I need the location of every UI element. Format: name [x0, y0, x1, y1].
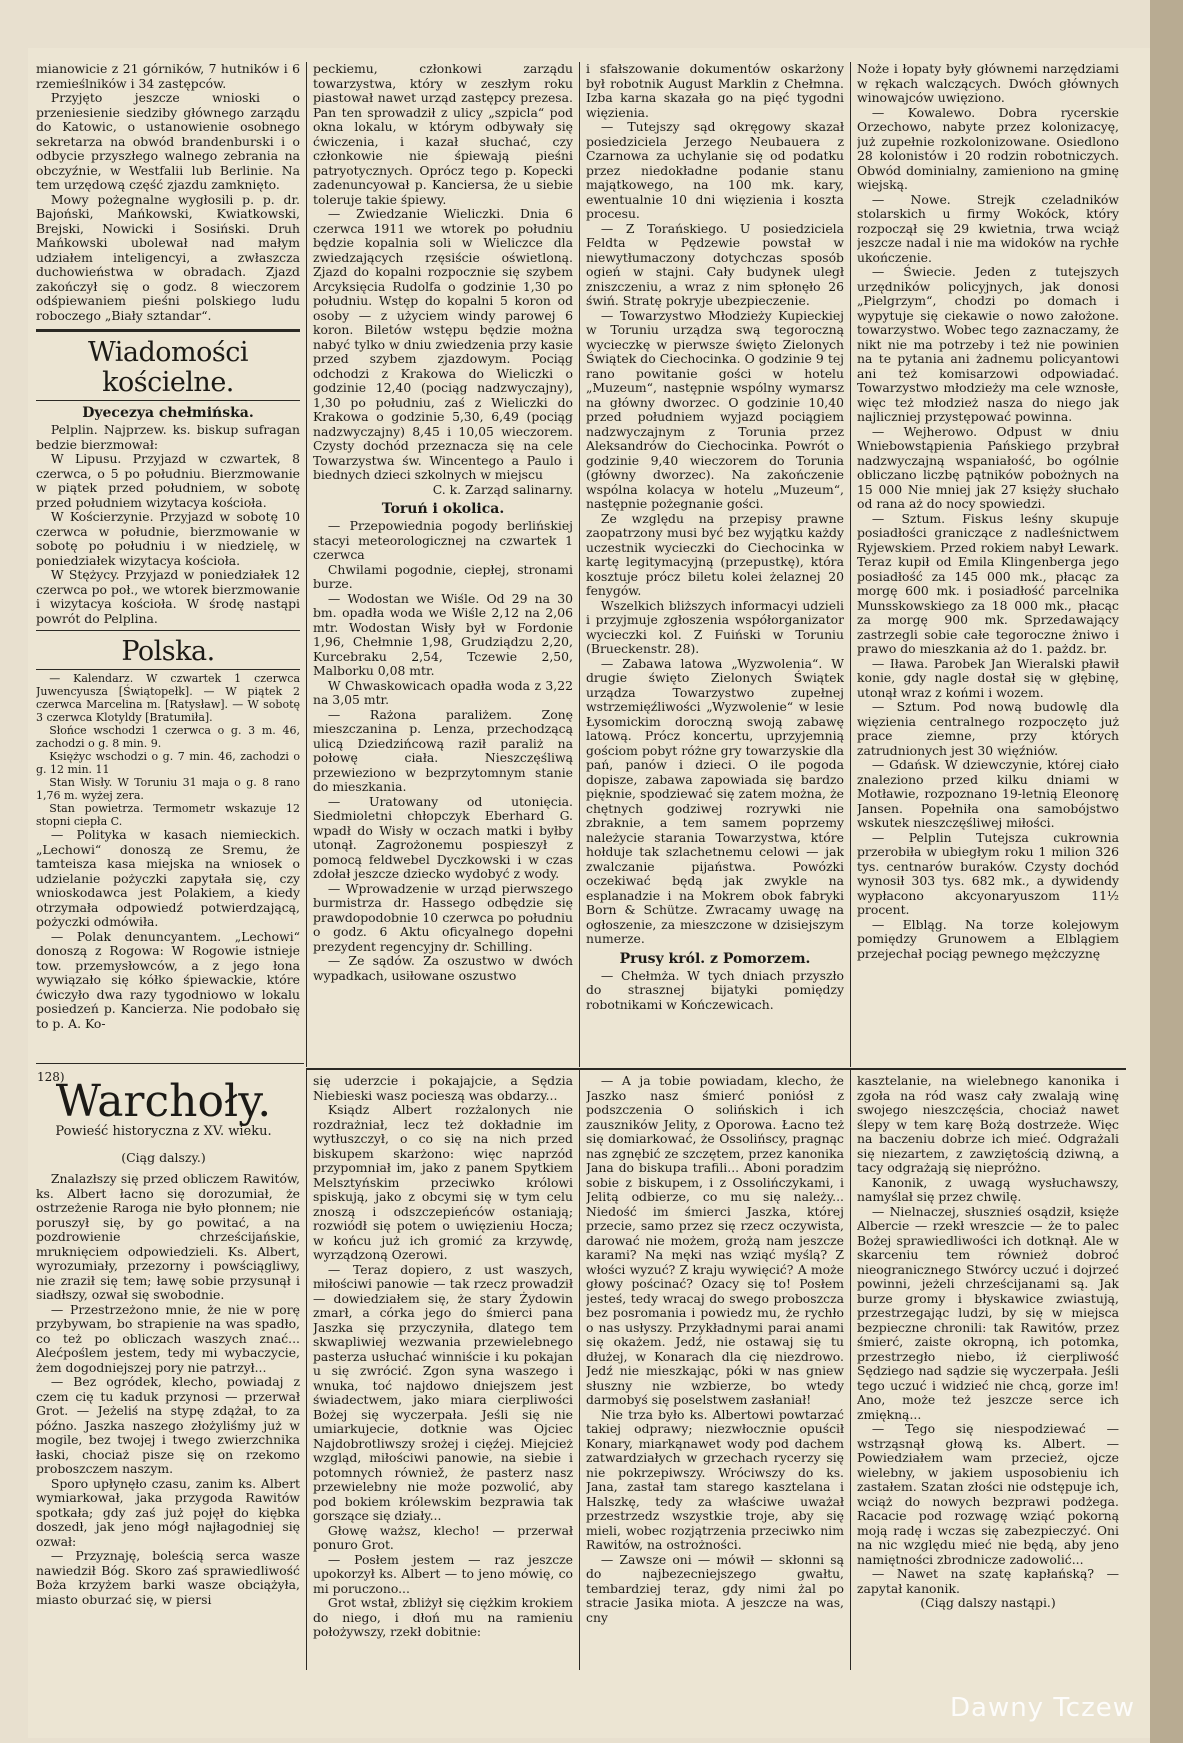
article-paragraph: — Sztum. Fiskus leśny skupuje posiadłości graniczące z nadleśnictwem Ryjewskiem. Przed rokiem nabył Lewark. Teraz kupił od Emila Klingenberga jego posiadłość za 145 000 mk., płacąc za morgę 600 mk. i posiadłość parcelnika Munsskowskiego za 18 000 mk., płacąc za morgę 900 mk. Sprzedawający zastrzegli sobie całe tegoroczne żniwo i prawo do mieszkania aż do 1. pażdz. br. [857, 510, 1119, 656]
serial-paragraph: — Tego się niespodziewać — wstrząsnął głową ks. Albert. — Powiedziałem wam przecież, ojcze wielebny, w jakiem usposobieniu ich zastałem. Szatan złości nie odstępuje ich, wciąż do nowych bezprawi podżega. Racacie pod rozwagę wziąć pokorną moją radę i wczas się zabezpieczyć. Oni na nic względu mieć nie będą, aby jeno namiętności zbrodnicze zadowolić... [857, 1421, 1119, 1567]
subheading-diocese: Dyecezya chełmińska. [82, 405, 254, 421]
article-paragraph: — Przepowiednia pogody berlińskiej stacyi meteorologicznej na czwartek 1 czerwca [313, 518, 573, 562]
serial-continued: (Ciąg dalszy.) [121, 1150, 206, 1165]
serial-paragraph: — Nielnaczej, słusznieś osądził, księże Albercie — rzekł wreszcie — że to palec Bożej sprawiedliwości ich dotknął. Ale w skarceniu tem również dobroć nieogranicznego Stwórcy uczuć i dojrzeć powinni, jeżeli chrześcijanami są. Jak burze gromy i błyskawice zwiastują, przestrzegając ludzi, by się w miejsca bezpieczne chronili: tak Rawitów, przez śmierć, zaiste okropną, ich potomka, przestrzegło niebo, iż cierpliwość Sędziego nad sądzie się wyczerpała. Jeśli tego uczuć i widzieć nie chcą, gorze im! Ano, może też jeszcze serce ich zmiękną... [857, 1203, 1119, 1422]
article-paragraph: Chwilami pogodnie, ciepłej, stronami burze. [313, 561, 573, 591]
article-paragraph: — Uratowany od utonięcia. Siedmioletni chłopczyk Eberhard G. wpadł do Wisły w oczach matki i byłby utonął. Zagrożonemu pospieszył z pomocą feldwebel Dyczkowski i w czas zdołał jeszcze dziecko wydobyć z wody. [313, 793, 573, 881]
serial-paragraph: — Zawsze oni — mówił — skłonni są do najbezecniejszego gwałtu, tembardziej teraz, gdy nimi żal po stracie Jasika miota. A jeszcze na was, cny [586, 1551, 844, 1625]
article-paragraph: — Gdańsk. W dziewczynie, której ciało znaleziono przed kilku dniami w Motławie, rozpoznano 19-letnią Eleonorę Jansen. Popełniła ona samobójstwo wskutek nieszczęśliwej miłości. [857, 757, 1119, 830]
article-paragraph: W Stężycy. Przyjazd w poniedziałek 12 czerwca po poł., we wtorek bierzmowanie i wizytacya kościoła. W środę nastąpi powrót do Pelplina. [36, 567, 300, 626]
watermark-text: Dawny Tczew [949, 1693, 1135, 1723]
serial-paragraph: Nie trza było ks. Albertowi powtarzać takiej odprawy; niezwłocznie opuścił Konary, miarkąnawet wody pod dachem zatwardziałych w grzechach rycerzy się nie pokrzepiwszy. Wróciwszy do ks. Jana, zastał tam starego kasztelana i Halszkę, tedy za właściwe uważał przestrzedz wszystkie troje, aby się mieli, wobec rozjątrzenia przeciwko nim Rawitów, na ostrożności. [586, 1406, 844, 1552]
sun-text: Słońce wschodzi 1 czerwca o g. 3 m. 46, zachodzi o g. 8 min. 9. [36, 724, 300, 750]
serial-paragraph: Ksiądz Albert rozżalonych nie rozdrażniał, lecz też dokładnie im wytłuszczył, o co się na nich przed biskupem skarżono: więc naprzód przypomniał im, jako z panem Spytkiem Melsztyńskim przeciwko królowi spiskują, jako z obcymi się w tym celu znoszą i odszczepieńców ostaniają; rozwiódł się potem o uwięzieniu Hocza; w końcu już ich gromić za krzywdę, wyrządzoną Ozerowi. [313, 1102, 573, 1262]
article-paragraph: — Tutejszy sąd okręgowy skazał posiedziciela Jerzego Neubauera z Czarnowa za uchylanie się od podatku przez niedokładne podanie stanu majątkowego, na 100 mk. kary, ewentualnie 10 dni więzienia i koszta procesu. [586, 119, 844, 221]
calendar-text: — Kalendarz. W czwartek 1 czerwca Juwencyusza [Świątopełk]. — W piątek 2 czerwca Marcelina m. [Ratysław]. — W sobotę 3 czerwca Klotyldy [Bratumiła]. [36, 672, 300, 724]
section-title-church: Wiadomości kościelne. [87, 337, 249, 398]
page-number: 128) [37, 1070, 65, 1084]
article-paragraph: Ze względu na przepisy prawne zaopatrzony musi być bez wyjątku każdy uczestnik wycieczki do Ciechocinka w kartę legitymacyjną (przepustkę), która kosztuje prócz biletu kolei żelaznej 20 fenygów. [586, 510, 844, 598]
column-rule [306, 62, 307, 1067]
serial-paragraph: — Przestrzeżono mnie, że nie w porę przybywam, bo strapienie na was spadło, co też po obliczach waszych znać... Alećpoślem jestem, tedy mi wybaczycie, żem dogodniejszej pory nie patrzył... [36, 1301, 300, 1375]
article-paragraph: W Kościerzynie. Przyjazd w sobotę 10 czerwca w południe, bierzmowanie w sobotę po południu i w niedzielę, w poniedziałek wizytacya kościoła. [36, 509, 300, 568]
serial-paragraph: — A ja tobie powiadam, klecho, że Jaszko nasz śmierć poniósł z podszczenia O solińskich i ich zauszników Jelity, z Oporowa. Łacno też się domiarkować, że Ossolińscy, pragnąc nas zgnębić ze szczętem, przez kanonika Jana do biskupa trafili... Aboni poradzim sobie z biskupem, i z Ossolińczykami, i Jelitą odbierze, co mu się należy... Niedość im śmierci Jaszka, której przecie, samo przez się rzecz oczywista, darować nie możem, grożą nam jeszcze karami? Na męki nas wziąć myślą? Z włości wyzuć? Z kraju wywięcić? A może głowy pościnać? Ozacy się to! Posłem jesteś, tedy wracaj do swego proboszcza bez posromania i powiedz mu, że rychło o nas usłyszy. Przykładnymi parai anami się okażem. Jedź, nie ostawaj się tu dłużej, w Konarach dla cię niezdrowo. Jedź nie mieszkając, póki w nas gniew słuszny nie wzbierze, bo wtedy darmobyś się poselstwem zasłaniał! [586, 1074, 844, 1407]
column-rule [579, 1070, 580, 1670]
article-paragraph: — Nowe. Strejk czeladników stolarskich u firmy Wokóck, który rozpoczął się 29 kwietnia, trwa wciąż jeszcze nadal i nie ma widoków na rychłe ukończenie. [857, 191, 1119, 265]
section-title-poland: Polska. [121, 636, 215, 667]
column-rule [850, 1070, 851, 1670]
serial-separator-left [36, 1063, 304, 1064]
serial-column-4 [857, 1074, 1119, 1672]
serial-paragraph: — Przyznaję, boleścią serca wasze nawiedził Bóg. Skoro zaś sprawiedliwość Boża krzyżem barki wasze obciążyła, miasto oburzać się, w piersi [36, 1548, 300, 1607]
serial-paragraph: — Bez ogródek, klecho, powiadaj z czem cię tu kaduk przynosi — przerwał Grot. — Jeżeliś na stypę zdążał, to za późno. Jaszka naszego złożyliśmy już w mogile, bez twojej i twego zwierzchnika łaski, chociaż pisze się on rzekomo proboszczem naszym. [36, 1374, 300, 1476]
article-paragraph: W Chwaskowicach opadła woda z 3,22 na 3,05 mtr. [313, 677, 573, 707]
serial-paragraph: Głowę waższ, klecho! — przerwał ponuro Grot. [313, 1522, 573, 1552]
serial-paragraph: — Nawet na szatę kapłańską? — zapytał kanonik. [857, 1566, 1119, 1596]
article-paragraph: — Pelplin Tutejsza cukrownia przerobiła w ubiegłym roku 1 milion 326 tys. centnarów buraków. Czysty dochód wynosił 303 tys. 682 mk., a dywidendy wypłacono akcyonaryuszom 11½ procent. [857, 829, 1119, 917]
column-rule [850, 62, 851, 1067]
column-rule [306, 1070, 307, 1670]
serial-separator [306, 1068, 1126, 1070]
section-rule [36, 400, 300, 401]
article-paragraph: — Chełmża. W tych dniach przyszło do strasznej bijatyki pomiędzy robotnikami w Kończewicach. [586, 967, 844, 1012]
article-paragraph: — Polak denuncyantem. „Lechowi“ donoszą z Rogowa: W Rogowie istnieje tow. przemysłowców, a z jego łona wywiązało się kółko śpiewackie, które ćwiczyło dwa razy tygodniowo w lokalu posiedzeń p. Kancierza. Nie podobało się to p. A. Ko- [36, 928, 300, 1031]
subheading-torun: Toruń i okolica. [381, 501, 505, 517]
serial-column-1 [36, 1172, 300, 1672]
subheading-pomerania: Prusy król. z Pomorzem. [619, 950, 811, 967]
article-paragraph: Wszelkich bliższych informacyi udzieli i przyjmuje zgłoszenia współorganizator wycieczki kol. Z Fuiński w Toruniu (Brueckenstr. 28). [586, 597, 844, 656]
serial-paragraph: — Posłem jestem — raz jeszcze upokorzył ks. Albert — to jeno mówię, co mi poruczono... [313, 1551, 573, 1596]
section-rule [36, 329, 300, 332]
column-4 [857, 62, 1119, 1062]
article-paragraph: — Towarzystwo Młodzieży Kupieckiej w Toruniu urządza swą tegoroczną wycieczkę w pierwsze święto Zielonych Świątek do Ciechocinka. O godzinie 9 tej rano powitanie gości w hotelu „Muzeum“, następnie wspólny wymarsz na główny dworzec. O godzinie 10,40 przed południem wyjazd pociągiem nadzwyczajnym z Torunia przez Aleksandrów do Ciechocinka. Powrót o godzinie 9,40 wieczorem do Torunia (główny dworzec). Na zakończenie wspólna kolacya w hotelu „Muzeum“, następnie pożegnanie gości. [586, 307, 844, 511]
article-paragraph: peckiemu, członkowi zarządu towarzystwa, który w zeszłym roku piastował nawet urząd zastępcy prezesa. Pan ten sprowadził z ulicy „szpicla“ pod okna lokalu, w którym odbywały się ćwiczenia, i kazał słuchać, czy członkowie nie śpiewają pieśni patryotycznych. Oprócz tego p. Kopecki zadenuncyował p. Kanciersa, że u siebie toleruje takie śpiewy. [313, 62, 573, 207]
article-paragraph: — Sztum. Pod nową budowlę dla więzienia centralnego rozpoczęto już prace ziemne, przy których zatrudnionych jest 30 więźniów. [857, 699, 1119, 758]
serial-column-3 [586, 1074, 844, 1672]
serial-title: Warchoły. [55, 1076, 272, 1127]
article-paragraph: — Z Torańskiego. U posiedziciela Feldta w Pędzewie powstał w niewytłumaczony dotychczas sposób ogień w stajni. Cały budynek uległ zniszczeniu, a wraz z nim spłonęło 26 świń. Stratę pokryje ubezpieczenie. [586, 220, 844, 308]
article-paragraph: — Wodostan we Wiśle. Od 29 na 30 bm. opadła woda we Wiśle 2,12 na 2,06 mtr. Wodostan Wisły był w Fordonie 1,96, Chełmnie 1,98, Grudziądzu 2,20, Kurcebraku 2,54, Tczewie 2,50, Malborku 0,08 mtr. [313, 590, 573, 678]
serial-paragraph: — Teraz dopiero, z ust waszych, miłościwi panowie — tak rzecz prowadził — dowiedziałem się, że stary Żydowin zmarł, a córka jego do śmierci pana Jaszka się przyczyniła, dlatego tem skwapliwiej wezwania przewielebnego pasterza usłuchać winniście i ku pokajan u się zwrócić. Zgon syna waszego i wnuka, toć najdowo dniejszem jest świadectwem, jako miara cierpliwości Bożej się wyczerpała. Jeśli się nie umiarkujecie, dotknie was Ojciec Najdobrotliwszy srożej i cięźej. Miejcież wzgląd, miłościwi panowie, na siebie i potomnych równiež, że pasterz nasz przewielebny nie może pozwolić, aby pod bokiem królewskim bezprawia tak gorszące się działy... [313, 1261, 573, 1523]
article-paragraph: i sfałszowanie dokumentów oskarżony był robotnik August Marklin z Chełmna. Izba karna skazała go na pięć tygodni więzienia. [586, 62, 844, 120]
serial-to-be-continued: (Ciąg dalszy nastąpi.) [920, 1595, 1056, 1610]
vistula-level-text: Stan Wisły. W Toruniu 31 maja o g. 8 rano 1,76 m. wyżej zera. [36, 776, 300, 802]
article-paragraph: Przyjęto jeszcze wnioski o przeniesienie siedziby głównego zarządu do Katowic, o ustanowienie osobnego sekretarza na obwód brandenburski i o odbycie przyszłego walnego zebrania na obczyźnie, w Westfalii lub Berlinie. Na tem urzędową część zjazdu zamknięto. [36, 90, 300, 192]
serial-paragraph: Sporo upłynęło czasu, zanim ks. Albert wymiarkował, jaka przygoda Rawitów spotkała; gdy zaś już pojęł do kiębka doszedł, jak jeno mógł najłagodniej się ozwał: [36, 1475, 300, 1549]
article-paragraph: — Kowalewo. Dobra rycerskie Orzechowo, nabyte przez kolonizacyę, już zupełnie rozkolonizowane. Osiedlono 28 kolonistów i 20 rodzin robotniczych. Obwód dominialny, zamieniono na gminę wiejską. [857, 104, 1119, 192]
article-paragraph: mianowicie z 21 górników, 7 hutników i 6 rzemieślników i 34 zastępców. [36, 62, 300, 91]
weather-text: Stan powietrza. Termometr wskazuje 12 stopni ciepła C. [36, 802, 300, 828]
article-paragraph: — Wejherowo. Odpust w dniu Wniebowstąpienia Pańskiego przybrał nadzwyczajną wspaniałość, bo ogólnie obliczano liczbę pątników pobożnych na 15 000 Nie mniej jak 27 księży słuchało od rana aż do nocy spowiedzi. [857, 423, 1119, 511]
section-rule [36, 630, 300, 631]
serial-subtitle: Powieść historyczna z XV. wieku. [55, 1124, 272, 1139]
article-paragraph: — Wprowadzenie w urząd pierwszego burmistrza dr. Hassego odbędzie się prawdopodobnie 10 czerwca po południu o godz. 6 Aktu oficyalnego dopełni prezydent regencyjny dr. Schilling. [313, 880, 573, 954]
article-paragraph: Noże i łopaty były głównemi narzędziami w rękach walczących. Dwóch głównych winowajców uwięziono. [857, 62, 1119, 105]
article-paragraph: — Ze sądów. Za oszustwo w dwóch wypadkach, usiłowane oszustwo [313, 953, 573, 983]
article-signature: C. k. Zarząd salinarny. [432, 481, 573, 497]
moon-text: Księżyc wschodzi o g. 7 min. 46, zachodzi o g. 12 min. 11 [36, 750, 300, 776]
article-paragraph: Mowy pożegnalne wygłosili p. p. dr. Bajoński, Mańkowski, Kwiatkowski, Brejski, Nowicki i Sosiński. Druh Mańkowski ubolewał nad małym udziałem inteligencyi, a zwłaszcza duchowieństwa w obradach. Zjazd zakończył się o godz. 8 wieczorem odśpiewaniem pieśni polskiego ludu roboczego „Biały sztandar“. [36, 191, 300, 323]
article-paragraph: W Lipusu. Przyjazd w czwartek, 8 czerwca, o 5 po południu. Bierzmowanie w piątek przed południem, w sobotę przed południem wizytacya kościoła. [36, 451, 300, 510]
article-paragraph: — Elbląg. Na torze kolejowym pomiędzy Grunowem a Elblągiem przejechał pociąg pewnego mężczyznę [857, 916, 1119, 961]
column-3 [586, 62, 844, 1062]
article-paragraph: — Zwiedzanie Wieliczki. Dnia 6 czerwca 1911 we wtorek po południu będzie kopalnia soli w Wieliczce dla zwiedzających rzęsiście oświetloną. Zjazd do kopalni rozpocznie się szybem Arcyksięcia Rudolfa o godzinie 1,30 po południu. Wstęp do kopalni 5 koron od osoby — z użyciem windy parowej 6 koron. Biletów wstępu będzie można nabyć tylko w dniu zwiedzenia przy kasie przed szybem zjazdowym. Pociąg odchodzi z Krakowa do Wieliczki o godzinie 12,40 (pociąg nadzwyczajny), 1,30 po południu, zaś z Wieliczki do Krakowa o godzinie 5,30, 6,49 (pociąg nadzwyczajny) 8,45 i 10,05 wieczorem. Czysty dochód przeznacza się na cele Towarzystwa św. Wincentego a Paulo i biednych dzieci szkolnych w miejscu [313, 206, 573, 482]
article-paragraph: — Rażona paraliżem. Zonę mieszczanina p. Lenza, przechodzącą ulicą Dziedzińcową raził paraliż na połowę ciała. Nieszczęśliwą przewieziono w bezprzytomnym stanie do mieszkania. [313, 706, 573, 794]
column-2 [313, 62, 573, 1062]
serial-column-2 [313, 1074, 573, 1672]
section-rule [36, 669, 300, 670]
serial-paragraph: Grot wstał, zbliżył się ciężkim krokiem do niego, i dłoń mu na ramieniu położywszy, rzekł dobitnie: [313, 1595, 573, 1639]
article-paragraph: — Iława. Parobek Jan Wieralski pławił konie, gdy nagle dostał się w głębinę, utonął wraz z końmi i wozem. [857, 655, 1119, 700]
article-paragraph: Pelplin. Najprzew. ks. biskup sufragan bedzie bierzmował: [36, 422, 300, 452]
serial-paragraph: Znalazłszy się przed obliczem Rawitów, ks. Albert łacno się dorozumiał, że ostrzeżenie Raroga nie było płonnem; nie poruszył się, by go powitać, a na pozdrowienie chrześcijańskie, mruknięciem odpowiedzieli. Ks. Albert, wyrozumiały, przezorny i powściągliwy, nie zraził się tem; ławę sobie przysunął i siadłszy, ozwał się swobodnie. [36, 1172, 300, 1302]
article-paragraph: — Polityka w kasach niemieckich. „Lechowi“ donoszą ze Sremu, że tamteisza kasa miejska na wniosek o udzielanie pożyczki zapytała się, czy wnioskodawca jest Polakiem, a kiedy otrzymała odpowiedź potwierdzającą, pożyczki odmówiła. [36, 827, 300, 929]
serial-paragraph: kasztelanie, na wielebnego kanonika i zgoła na ród wasz cały zwalają winę swojego nieszczęścia, chociaż nawet ślepy w tem karę Bożą dostrzeże. Więc na baczeniu dobrze ich mieć. Odgrażali się niezartem, z zawziętością dziwną, a tacy odgrażają się niepróżno. [857, 1074, 1119, 1175]
article-paragraph: — Świecie. Jeden z tutejszych urzędników policyjnych, jak donosi „Pielgrzym“, chodzi po domach i wypytuje się ciekawie o nowo założone. towarzystwo. Wobec tego zaznaczamy, że nikt nie ma potrzeby i też nie powinien na te pytania ani żadnemu policyantowi ani też komisarzowi odpowiadać. Towarzystwo młodzieży ma cele wznosłe, więc też młodzież nasza do niego jak najliczniej przystępować powinna. [857, 264, 1119, 424]
column-1 [36, 62, 300, 1060]
serial-paragraph: Kanonik, z uwagą wysłuchawszy, namyślał się przez chwilę. [857, 1174, 1119, 1204]
serial-paragraph: się uderzcie i pokajajcie, a Sędzia Niebieski wasz pocieszą was obdarzy... [313, 1074, 573, 1103]
column-rule [579, 62, 580, 1067]
article-paragraph: — Zabawa latowa „Wyzwolenia“. W drugie święto Zielonych Świątek urządza Towarzystwo zupełnej wstrzemięźliwości „Wyzwolenie“ w lesie Łysomickim doroczną swoją zabawę latową. Prócz koncertu, uprzyjemnią gościom pobyt różne gry towarzyskie dla pań, panów i dzieci. O ile pogoda dopisze, zabawa zapowiada się bardzo pięknie, spodziewać się zatem można, że chętnych godziwej rozrywki nie zbraknie, a tem samem poprzemy należycie starania Towarzystwa, które hołduje tak szlachetnemu celowi — jak zwalczanie pijaństwa. Powózki oczekiwać będą jak zwykle na esplanadzie i na Mokrem obok fabryki Born & Schütze. Zwracamy uwagę na ogłoszenie, za mieszczone w dzisiejszym numerze. [586, 655, 844, 946]
page-edge [1150, 0, 1183, 1743]
